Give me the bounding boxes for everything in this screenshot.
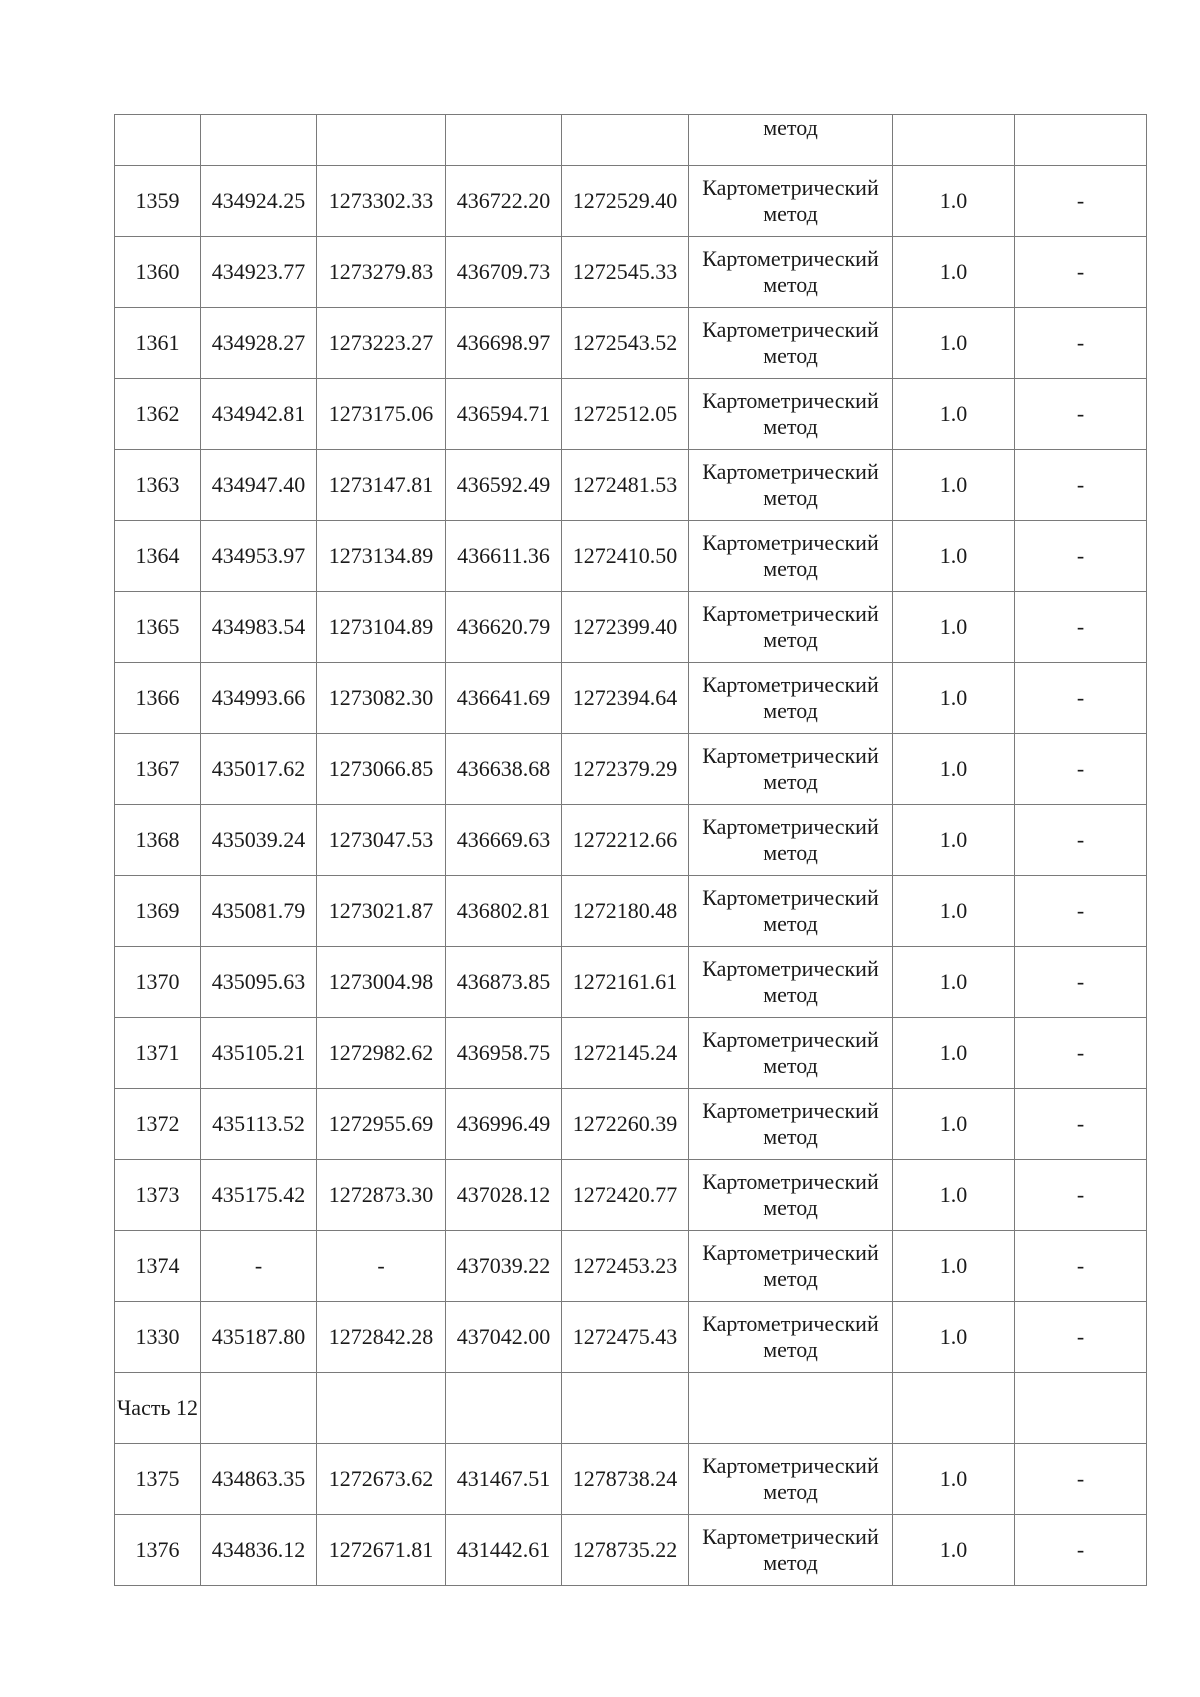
cell-num: 1366 [115, 663, 201, 734]
empty-cell [446, 1373, 562, 1444]
cell-c1: 434942.81 [201, 379, 317, 450]
cell-c3: 436638.68 [446, 734, 562, 805]
cell-c2: 1273134.89 [317, 521, 446, 592]
cell-c2: 1273066.85 [317, 734, 446, 805]
cell-c1: 435017.62 [201, 734, 317, 805]
cell-method: метод [689, 115, 893, 166]
section-label: Часть 12 [115, 1373, 201, 1444]
empty-cell [317, 1373, 446, 1444]
cell-note: - [1015, 1089, 1147, 1160]
cell-note [1015, 115, 1147, 166]
table-row [115, 1018, 1147, 1089]
cell-note: - [1015, 805, 1147, 876]
cell-c2: 1273302.33 [317, 166, 446, 237]
cell-method: Картометрический метод [689, 876, 893, 947]
cell-acc: 1.0 [893, 450, 1015, 521]
table-body [115, 115, 1147, 1586]
cell-c3: 436709.73 [446, 237, 562, 308]
cell-note: - [1015, 1160, 1147, 1231]
cell-note: - [1015, 237, 1147, 308]
cell-c1: 434928.27 [201, 308, 317, 379]
cell-c4: 1272481.53 [562, 450, 689, 521]
empty-cell [689, 1373, 893, 1444]
cell-c1: 435039.24 [201, 805, 317, 876]
cell-c3: 436669.63 [446, 805, 562, 876]
cell-method: Картометрический метод [689, 1018, 893, 1089]
table-row [115, 805, 1147, 876]
cell-method: Картометрический метод [689, 1444, 893, 1515]
empty-cell [201, 1373, 317, 1444]
cell-c2: 1272873.30 [317, 1160, 446, 1231]
cell-c3: 437028.12 [446, 1160, 562, 1231]
cell-c1: - [201, 1231, 317, 1302]
cell-c3 [446, 115, 562, 166]
cell-acc [893, 115, 1015, 166]
cell-c1: 434924.25 [201, 166, 317, 237]
cell-num: 1364 [115, 521, 201, 592]
cell-c2: 1273223.27 [317, 308, 446, 379]
cell-acc: 1.0 [893, 663, 1015, 734]
cell-acc: 1.0 [893, 876, 1015, 947]
cell-num: 1370 [115, 947, 201, 1018]
cell-c4: 1278738.24 [562, 1444, 689, 1515]
table-row [115, 876, 1147, 947]
cell-acc: 1.0 [893, 379, 1015, 450]
cell-method: Картометрический метод [689, 947, 893, 1018]
empty-cell [562, 1373, 689, 1444]
cell-num: 1375 [115, 1444, 201, 1515]
cell-c1: 434953.97 [201, 521, 317, 592]
cell-num: 1330 [115, 1302, 201, 1373]
cell-c1: 434993.66 [201, 663, 317, 734]
cell-c3: 437039.22 [446, 1231, 562, 1302]
cell-c3: 436641.69 [446, 663, 562, 734]
cell-c2: 1273104.89 [317, 592, 446, 663]
cell-acc: 1.0 [893, 1160, 1015, 1231]
cell-acc: 1.0 [893, 1089, 1015, 1160]
cell-num: 1367 [115, 734, 201, 805]
cell-note: - [1015, 1515, 1147, 1586]
cell-num: 1361 [115, 308, 201, 379]
table-row [115, 450, 1147, 521]
cell-method: Картометрический метод [689, 1302, 893, 1373]
cell-method: Картометрический метод [689, 237, 893, 308]
cell-note: - [1015, 876, 1147, 947]
cell-c2: 1272955.69 [317, 1089, 446, 1160]
cell-acc: 1.0 [893, 1444, 1015, 1515]
cell-c1: 434923.77 [201, 237, 317, 308]
cell-acc: 1.0 [893, 237, 1015, 308]
cell-method: Картометрический метод [689, 379, 893, 450]
empty-cell [893, 1373, 1015, 1444]
cell-num: 1362 [115, 379, 201, 450]
table-row [115, 947, 1147, 1018]
cell-note: - [1015, 1444, 1147, 1515]
cell-method: Картометрический метод [689, 1160, 893, 1231]
cell-num: 1360 [115, 237, 201, 308]
cell-method: Картометрический метод [689, 592, 893, 663]
cell-note: - [1015, 592, 1147, 663]
table-row [115, 379, 1147, 450]
cell-c1: 435105.21 [201, 1018, 317, 1089]
table-row-continued [115, 115, 1147, 166]
cell-c4: 1272394.64 [562, 663, 689, 734]
cell-c2: 1273147.81 [317, 450, 446, 521]
cell-c4: 1272512.05 [562, 379, 689, 450]
table-row [115, 734, 1147, 805]
table-row [115, 592, 1147, 663]
cell-num: 1368 [115, 805, 201, 876]
cell-c4 [562, 115, 689, 166]
cell-c1: 434836.12 [201, 1515, 317, 1586]
cell-c2: 1273021.87 [317, 876, 446, 947]
table-row [115, 237, 1147, 308]
cell-c3: 431467.51 [446, 1444, 562, 1515]
cell-c3: 436592.49 [446, 450, 562, 521]
cell-c2: 1272673.62 [317, 1444, 446, 1515]
cell-c4: 1272420.77 [562, 1160, 689, 1231]
cell-note: - [1015, 1018, 1147, 1089]
cell-method: Картометрический метод [689, 450, 893, 521]
cell-c2: 1273047.53 [317, 805, 446, 876]
cell-c2 [317, 115, 446, 166]
document-page [114, 114, 1146, 1586]
table-row [115, 1231, 1147, 1302]
cell-method: Картометрический метод [689, 308, 893, 379]
cell-c3: 436698.97 [446, 308, 562, 379]
cell-c3: 436958.75 [446, 1018, 562, 1089]
cell-acc: 1.0 [893, 521, 1015, 592]
cell-num: 1372 [115, 1089, 201, 1160]
cell-acc: 1.0 [893, 1231, 1015, 1302]
cell-c2: 1273175.06 [317, 379, 446, 450]
cell-c3: 431442.61 [446, 1515, 562, 1586]
cell-c1: 435175.42 [201, 1160, 317, 1231]
cell-note: - [1015, 450, 1147, 521]
empty-cell [1015, 1373, 1147, 1444]
cell-c1 [201, 115, 317, 166]
table-row [115, 521, 1147, 592]
cell-c4: 1272212.66 [562, 805, 689, 876]
table-row [115, 308, 1147, 379]
cell-num: 1376 [115, 1515, 201, 1586]
cell-method: Картометрический метод [689, 663, 893, 734]
cell-acc: 1.0 [893, 592, 1015, 663]
cell-c3: 436873.85 [446, 947, 562, 1018]
cell-acc: 1.0 [893, 1018, 1015, 1089]
cell-note: - [1015, 1302, 1147, 1373]
cell-c4: 1272529.40 [562, 166, 689, 237]
cell-method: Картометрический метод [689, 734, 893, 805]
cell-acc: 1.0 [893, 805, 1015, 876]
cell-num: 1363 [115, 450, 201, 521]
cell-num [115, 115, 201, 166]
cell-c4: 1272399.40 [562, 592, 689, 663]
cell-note: - [1015, 166, 1147, 237]
cell-c1: 434947.40 [201, 450, 317, 521]
cell-method: Картометрический метод [689, 521, 893, 592]
cell-c2: 1272842.28 [317, 1302, 446, 1373]
cell-c4: 1272545.33 [562, 237, 689, 308]
table-row [115, 1160, 1147, 1231]
cell-c1: 434863.35 [201, 1444, 317, 1515]
cell-c4: 1272475.43 [562, 1302, 689, 1373]
cell-c4: 1272180.48 [562, 876, 689, 947]
cell-acc: 1.0 [893, 308, 1015, 379]
cell-num: 1371 [115, 1018, 201, 1089]
cell-num: 1369 [115, 876, 201, 947]
cell-c3: 436722.20 [446, 166, 562, 237]
cell-c2: 1273082.30 [317, 663, 446, 734]
table-row [115, 1444, 1147, 1515]
cell-method: Картометрический метод [689, 1231, 893, 1302]
cell-c4: 1272410.50 [562, 521, 689, 592]
cell-note: - [1015, 734, 1147, 805]
cell-acc: 1.0 [893, 734, 1015, 805]
cell-c1: 434983.54 [201, 592, 317, 663]
table-row [115, 1089, 1147, 1160]
cell-c4: 1272453.23 [562, 1231, 689, 1302]
cell-note: - [1015, 947, 1147, 1018]
cell-note: - [1015, 379, 1147, 450]
cell-acc: 1.0 [893, 947, 1015, 1018]
cell-num: 1374 [115, 1231, 201, 1302]
cell-c4: 1278735.22 [562, 1515, 689, 1586]
cell-num: 1359 [115, 166, 201, 237]
table-row [115, 1302, 1147, 1373]
cell-c4: 1272543.52 [562, 308, 689, 379]
section-row [115, 1373, 1147, 1444]
cell-c4: 1272145.24 [562, 1018, 689, 1089]
cell-c1: 435113.52 [201, 1089, 317, 1160]
cell-c3: 436620.79 [446, 592, 562, 663]
cell-c2: 1273279.83 [317, 237, 446, 308]
cell-note: - [1015, 1231, 1147, 1302]
cell-num: 1373 [115, 1160, 201, 1231]
cell-note: - [1015, 308, 1147, 379]
cell-method: Картометрический метод [689, 166, 893, 237]
table-row [115, 166, 1147, 237]
cell-c2: - [317, 1231, 446, 1302]
cell-c2: 1273004.98 [317, 947, 446, 1018]
cell-c3: 436594.71 [446, 379, 562, 450]
cell-acc: 1.0 [893, 166, 1015, 237]
cell-note: - [1015, 521, 1147, 592]
table-row [115, 663, 1147, 734]
cell-c1: 435081.79 [201, 876, 317, 947]
cell-c1: 435187.80 [201, 1302, 317, 1373]
cell-c2: 1272671.81 [317, 1515, 446, 1586]
cell-c3: 436802.81 [446, 876, 562, 947]
cell-acc: 1.0 [893, 1515, 1015, 1586]
cell-c3: 436611.36 [446, 521, 562, 592]
cell-c2: 1272982.62 [317, 1018, 446, 1089]
cell-acc: 1.0 [893, 1302, 1015, 1373]
cell-c1: 435095.63 [201, 947, 317, 1018]
cell-method: Картометрический метод [689, 1089, 893, 1160]
cell-method: Картометрический метод [689, 805, 893, 876]
cell-c4: 1272260.39 [562, 1089, 689, 1160]
cell-method: Картометрический метод [689, 1515, 893, 1586]
cell-c3: 437042.00 [446, 1302, 562, 1373]
cell-num: 1365 [115, 592, 201, 663]
cell-c4: 1272161.61 [562, 947, 689, 1018]
table-row [115, 1515, 1147, 1586]
cell-note: - [1015, 663, 1147, 734]
coordinates-table [114, 114, 1147, 1586]
cell-c4: 1272379.29 [562, 734, 689, 805]
cell-c3: 436996.49 [446, 1089, 562, 1160]
